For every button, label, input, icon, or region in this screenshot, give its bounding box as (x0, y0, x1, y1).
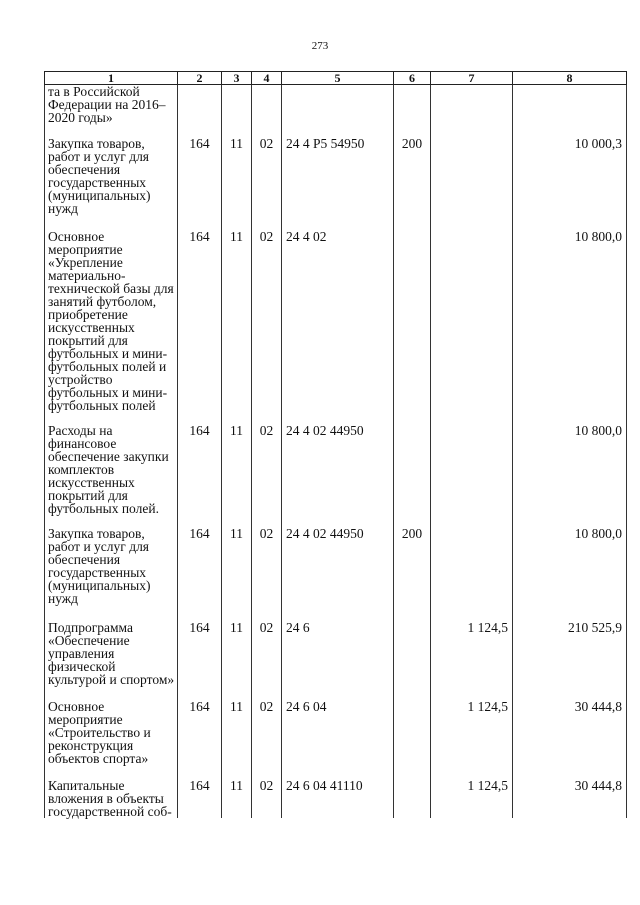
cell-c7: 1 124,5 (431, 779, 513, 818)
column-header: 6 (394, 72, 431, 85)
cell-c2 (178, 85, 222, 125)
cell-c6: 200 (394, 527, 431, 605)
cell-c3 (222, 85, 252, 125)
cell-c6 (394, 700, 431, 765)
cell-c5: 24 4 02 (282, 230, 394, 412)
cell-c4: 02 (252, 424, 282, 515)
table-row (45, 230, 627, 412)
cell-c2: 164 (178, 621, 222, 686)
cell-c3: 11 (222, 779, 252, 818)
cell-c7 (431, 527, 513, 605)
column-header: 2 (178, 72, 222, 85)
row-name: Основное мероприятие «Строительство и реконструкция объектов спорта» (45, 700, 178, 765)
cell-c7 (431, 230, 513, 412)
table-row (45, 424, 627, 515)
cell-c7 (431, 85, 513, 125)
row-gap (45, 686, 627, 700)
cell-c8 (513, 85, 627, 125)
row-name: Расходы на финансовое обеспечение закупки комплектов искусственных покрытий для футбольных полей. (45, 424, 178, 515)
cell-c3: 11 (222, 424, 252, 515)
cell-c2: 164 (178, 424, 222, 515)
cell-c4: 02 (252, 230, 282, 412)
row-name: Капитальные вложения в объекты государственной соб- (45, 779, 178, 818)
cell-c7: 1 124,5 (431, 621, 513, 686)
cell-c8: 30 444,8 (513, 779, 627, 818)
column-header: 4 (252, 72, 282, 85)
cell-c6 (394, 230, 431, 412)
cell-c5: 24 4 Р5 54950 (282, 137, 394, 215)
cell-c2: 164 (178, 779, 222, 818)
row-name: Основное мероприятие «Укрепление материально-технической базы для занятий футболом, приобретение искусственных покрытий для футбольных и мини-футбольных полей и устройство футбольных и мини-футбольных полей (45, 230, 178, 412)
cell-c2: 164 (178, 230, 222, 412)
table-row (45, 621, 627, 686)
cell-c4 (252, 85, 282, 125)
cell-c3: 11 (222, 621, 252, 686)
column-header: 8 (513, 72, 627, 85)
row-gap (45, 605, 627, 621)
row-gap (45, 765, 627, 779)
table-header-row (45, 72, 627, 85)
cell-c5: 24 4 02 44950 (282, 424, 394, 515)
cell-c3: 11 (222, 230, 252, 412)
cell-c7: 1 124,5 (431, 700, 513, 765)
cell-c4: 02 (252, 527, 282, 605)
cell-c6 (394, 85, 431, 125)
row-name: Закупка товаров, работ и услуг для обеспечения государственных (муниципальных) нужд (45, 137, 178, 215)
row-name: Подпрограмма «Обеспечение управления физической культурой и спортом» (45, 621, 178, 686)
cell-c8: 10 800,0 (513, 527, 627, 605)
cell-c6 (394, 424, 431, 515)
cell-c7 (431, 137, 513, 215)
table-row (45, 527, 627, 605)
row-name: та в Российской Федерации на 2016–2020 годы» (45, 85, 178, 125)
cell-c4: 02 (252, 779, 282, 818)
cell-c6: 200 (394, 137, 431, 215)
cell-c4: 02 (252, 621, 282, 686)
cell-c8: 30 444,8 (513, 700, 627, 765)
column-header: 7 (431, 72, 513, 85)
row-gap (45, 215, 627, 230)
cell-c8: 10 800,0 (513, 424, 627, 515)
row-name: Закупка товаров, работ и услуг для обеспечения государственных (муниципальных) нужд (45, 527, 178, 605)
cell-c5 (282, 85, 394, 125)
cell-c5: 24 4 02 44950 (282, 527, 394, 605)
cell-c4: 02 (252, 137, 282, 215)
cell-c5: 24 6 (282, 621, 394, 686)
cell-c5: 24 6 04 (282, 700, 394, 765)
column-header: 3 (222, 72, 252, 85)
cell-c6 (394, 779, 431, 818)
cell-c3: 11 (222, 700, 252, 765)
cell-c6 (394, 621, 431, 686)
table-row (45, 85, 627, 125)
cell-c2: 164 (178, 137, 222, 215)
cell-c8: 10 800,0 (513, 230, 627, 412)
budget-table (44, 71, 627, 818)
table-row (45, 137, 627, 215)
table-row (45, 779, 627, 818)
cell-c3: 11 (222, 137, 252, 215)
cell-c4: 02 (252, 700, 282, 765)
cell-c2: 164 (178, 700, 222, 765)
cell-c7 (431, 424, 513, 515)
cell-c5: 24 6 04 41110 (282, 779, 394, 818)
cell-c3: 11 (222, 527, 252, 605)
table-row (45, 700, 627, 765)
cell-c8: 10 000,3 (513, 137, 627, 215)
page-number: 273 (311, 40, 329, 52)
column-header: 5 (282, 72, 394, 85)
cell-c8: 210 525,9 (513, 621, 627, 686)
cell-c2: 164 (178, 527, 222, 605)
column-header: 1 (45, 72, 178, 85)
